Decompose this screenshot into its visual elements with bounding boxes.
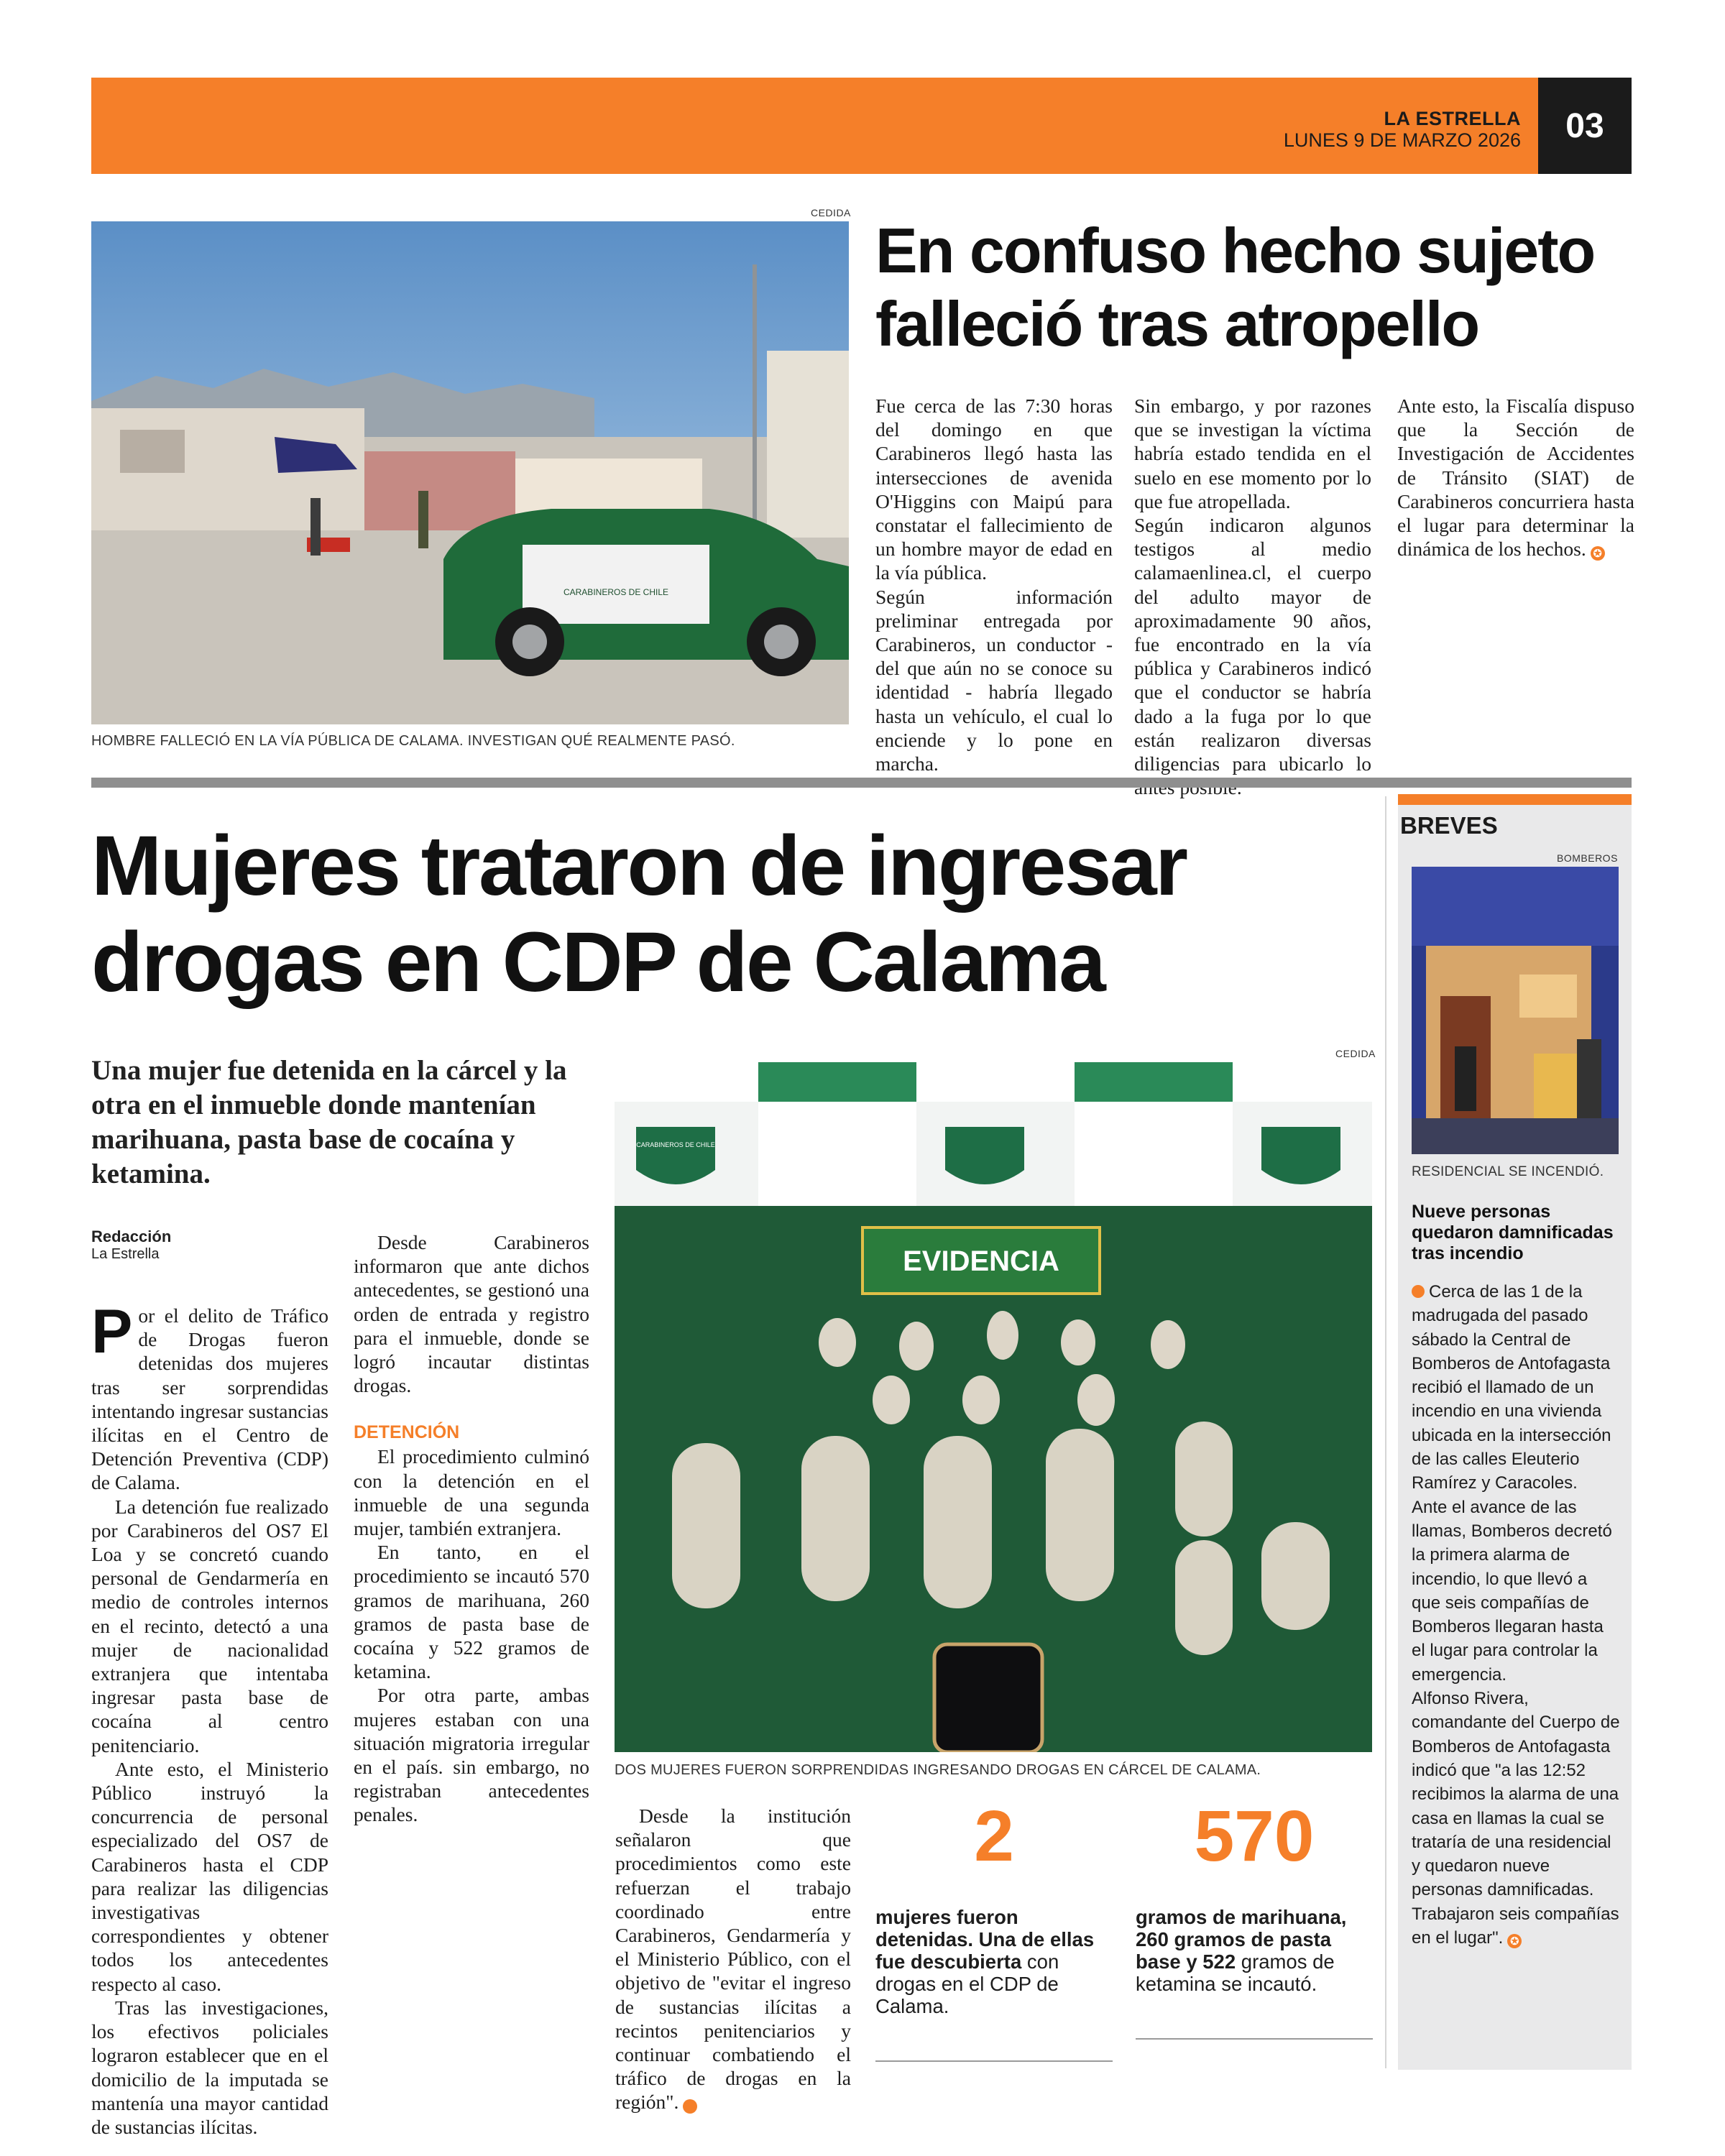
- article-title: [875, 214, 1637, 361]
- car-door-label: CARABINEROS DE CHILE: [563, 587, 669, 597]
- drop-cap: P: [91, 1297, 133, 1366]
- article-column: [615, 1804, 851, 2114]
- title-line: falleció tras atropello: [875, 288, 1479, 359]
- paragraph: Ante el avance de las llamas, Bomberos decretó la primera alarma de incendio, lo que llevó a que seis compañías de Bomberos llegaran hasta el lugar para controlar la emergencia.: [1412, 1497, 1612, 1685]
- banner-text: Y PATRIA: [804, 1183, 870, 1199]
- paragraph: [1397, 394, 1634, 561]
- article-title: [91, 818, 1371, 1010]
- fire-scene-illustration: [1412, 867, 1619, 1154]
- paragraph-text: Ante esto, la Fiscalía dispuso que la Sección de Investigación de Accidentes de Tránsito (SIAT) de Carabineros concurriera hasta el lugar para determinar la dinámica de los hechos.: [1397, 395, 1634, 561]
- paragraph-text: Cerca de las 1 de la madrugada del pasado sábado la Central de Bomberos de Antofagasta recibió el llamado de un incendio en una vivienda ubicada en la intersección de las calles Eleuterio Ramírez y Caracoles.: [1412, 1282, 1611, 1493]
- paragraph-text: Alfonso Rivera, comandante del Cuerpo de Bomberos de Antofagasta indicó que "a las 12:52 recibimos la alarma de una casa en llamas la cual se trataría de una residencial y quedaron nueve personas damnificadas. Trabajaron seis compañías en el lugar".: [1412, 1689, 1620, 1948]
- publication-date: LUNES 9 DE MARZO 2026: [1283, 129, 1521, 151]
- article-column: [354, 1230, 589, 1827]
- byline-outlet: La Estrella: [91, 1246, 160, 1262]
- stat-description: [1136, 1906, 1373, 1995]
- publication-name: LA ESTRELLA: [1384, 108, 1521, 129]
- accident-scene-illustration: [91, 221, 849, 724]
- end-mark-icon: ✪: [683, 2099, 697, 2114]
- evidence-photo: [615, 1062, 1372, 1752]
- photo-credit: CEDIDA: [1335, 1048, 1376, 1059]
- paragraph: Según información preliminar entregada por Carabineros, un conductor - del que aún no se conoce su identidad - habría llegado hasta un vehículo, el cual lo enciende y lo pone en marcha.: [875, 585, 1113, 775]
- evidence-sign: EVIDENCIA: [903, 1245, 1059, 1277]
- paragraph-text: Desde la institución señalaron que procedimientos como este refuerzan el trabajo coordinado entre Carabineros, Gendarmería y el Ministerio Público, con el objetivo de "evitar el ingreso de sustancias ilícitas a recintos penitenciarios y continuar combatiendo el tráfico de drogas en la región".: [615, 1805, 851, 2114]
- banner-text: ORDEN: [1127, 1165, 1180, 1181]
- bullet-dot-icon: [1412, 1285, 1425, 1298]
- paragraph-text: or el delito de Tráfico de Drogas fueron detenidas dos mujeres tras ser sorprendidas intentando ingresar sustancias ilícitas en el Centro de Detención Preventiva (CDP) de Calama.: [91, 1304, 328, 1494]
- title-line: Mujeres trataron de ingresar: [91, 819, 1187, 913]
- end-mark-icon: ✪: [1507, 1934, 1522, 1948]
- article-column: [1397, 394, 1634, 561]
- photo-credit: BOMBEROS: [1557, 852, 1618, 864]
- breves-section-title: BREVES: [1400, 812, 1498, 839]
- breves-accent-bar: [1398, 794, 1632, 805]
- paragraph: Sin embargo, y por razones que se investigan la víctima habría estado tendida en el suelo en ese momento por lo que fue atropellada.: [1134, 395, 1371, 512]
- column-divider: [1385, 796, 1386, 2068]
- paragraph: Ante esto, el Ministerio Público instruyó la concurrencia de personal especializado del OS7 de Carabineros hasta el CDP para realizar las diligencias investigativas correspondientes y obtener todos los antecedentes respecto al caso.: [91, 1757, 328, 1995]
- stat-description: [875, 1906, 1113, 2017]
- badge-text: CARABINEROS DE CHILE: [636, 1141, 715, 1148]
- accident-scene-photo: [91, 221, 849, 724]
- stat-number: 2: [974, 1796, 1014, 1876]
- stat-rule: [1136, 2038, 1373, 2040]
- paragraph: La detención fue realizado por Carabineros del OS7 El Loa y se concretó cuando personal de Gendarmería en medio de controles internos en el recinto, detectó a una mujer de nacionalidad extranjera que intentaba ingresar pasta base de cocaína al centro penitenciario.: [91, 1495, 328, 1756]
- photo-caption: HOMBRE FALLECIÓ EN LA VÍA PÚBLICA DE CALAMA. INVESTIGAN QUÉ REALMENTE PASÓ.: [91, 733, 735, 749]
- title-line: drogas en CDP de Calama: [91, 915, 1105, 1010]
- paragraph: [91, 1297, 328, 1495]
- paragraph: Según indicaron algunos testigos al medio calamaenlinea.cl, el cuerpo del adulto mayor de aproximadamente 90 años, fue encontrado en la vía pública y Carabineros indicó que el conductor se habría dado a la fuga por lo que están realizaron diversas diligencias para ubicarlo lo: [1134, 514, 1371, 775]
- photo-credit: CEDIDA: [811, 207, 851, 218]
- photo-caption: DOS MUJERES FUERON SORPRENDIDAS INGRESANDO DROGAS EN CÁRCEL DE CALAMA.: [615, 1762, 1261, 1778]
- paragraph: [1412, 1687, 1620, 1950]
- breves-body: [1412, 1280, 1620, 1950]
- fire-scene-photo: [1412, 867, 1619, 1154]
- stat-bold: mujeres fueron detenidas. Una de ellas fue descubierta: [875, 1906, 1095, 1973]
- stat-block: [1136, 1797, 1373, 2040]
- paragraph: El procedimiento culminó con la detención en el inmueble de una segunda mujer, también extranjera.: [354, 1445, 589, 1540]
- paragraph: Desde Carabineros informaron que ante dichos antecedentes, se gestionó una orden de entrada y registro para el inmueble, donde se logró incautar distintas drogas.: [354, 1231, 589, 1397]
- stat-block: [875, 1797, 1113, 2062]
- paragraph: Fue cerca de las 7:30 horas del domingo en que Carabineros llegó hasta las intersecciones de avenida O'Higgins con Maipú para constatar el fallecimiento de un hombre mayor de edad en la vía pública.: [875, 395, 1113, 584]
- masthead: [1284, 108, 1521, 151]
- byline: [91, 1227, 171, 1263]
- stat-bold: gramos de marihuana, 260 gramos de pasta base y 522: [1136, 1906, 1347, 1973]
- paragraph: En tanto, en el procedimiento se incautó 570 gramos de marihuana, 260 gramos de pasta base de cocaína y 522 gramos de ketamina.: [354, 1541, 589, 1683]
- photo-caption: RESIDENCIAL SE INCENDIÓ.: [1412, 1164, 1604, 1179]
- paragraph: Tras las investigaciones, los efectivos policiales lograron establecer que en el domicilio de la imputada se mantenía una mayor cantidad de sustancias ilícitas.: [91, 1996, 328, 2138]
- stat-rule: [875, 2060, 1113, 2062]
- byline-name: Redacción: [91, 1227, 172, 1245]
- article-column: [1134, 394, 1371, 799]
- stat-number: 570: [1194, 1796, 1315, 1876]
- end-mark-icon: ✪: [1591, 546, 1605, 561]
- article-lede: Una mujer fue detenida en la cárcel y la otra en el inmueble donde mantenían marihuana, pasta base de cocaína y ketamina.: [91, 1055, 567, 1189]
- article-column: [875, 394, 1113, 775]
- stat-rest: gramos de ketamina se incautó.: [1136, 1950, 1335, 1995]
- banner-text: ORDEN: [811, 1165, 864, 1181]
- paragraph: [615, 1804, 851, 2114]
- stat-rest: con drogas en el CDP de Calama.: [875, 1950, 1059, 2017]
- page-number: 03: [1538, 78, 1632, 174]
- paragraph: Por otra parte, ambas mujeres estaban con una situación migratoria irregular en el país. sin embargo, no registraban antecedentes penales.: [354, 1684, 589, 1826]
- subhead: DETENCIÓN: [354, 1422, 460, 1443]
- evidence-illustration: [615, 1062, 1372, 1752]
- paragraph: [1412, 1280, 1620, 1496]
- article-column: [91, 1297, 328, 2139]
- title-line: En confuso hecho sujeto: [875, 215, 1595, 286]
- breves-headline: Nueve personas quedaron damnificadas tras incendio: [1412, 1202, 1614, 1263]
- banner-text: Y PATRIA: [1121, 1183, 1187, 1199]
- section-divider: [91, 778, 1632, 788]
